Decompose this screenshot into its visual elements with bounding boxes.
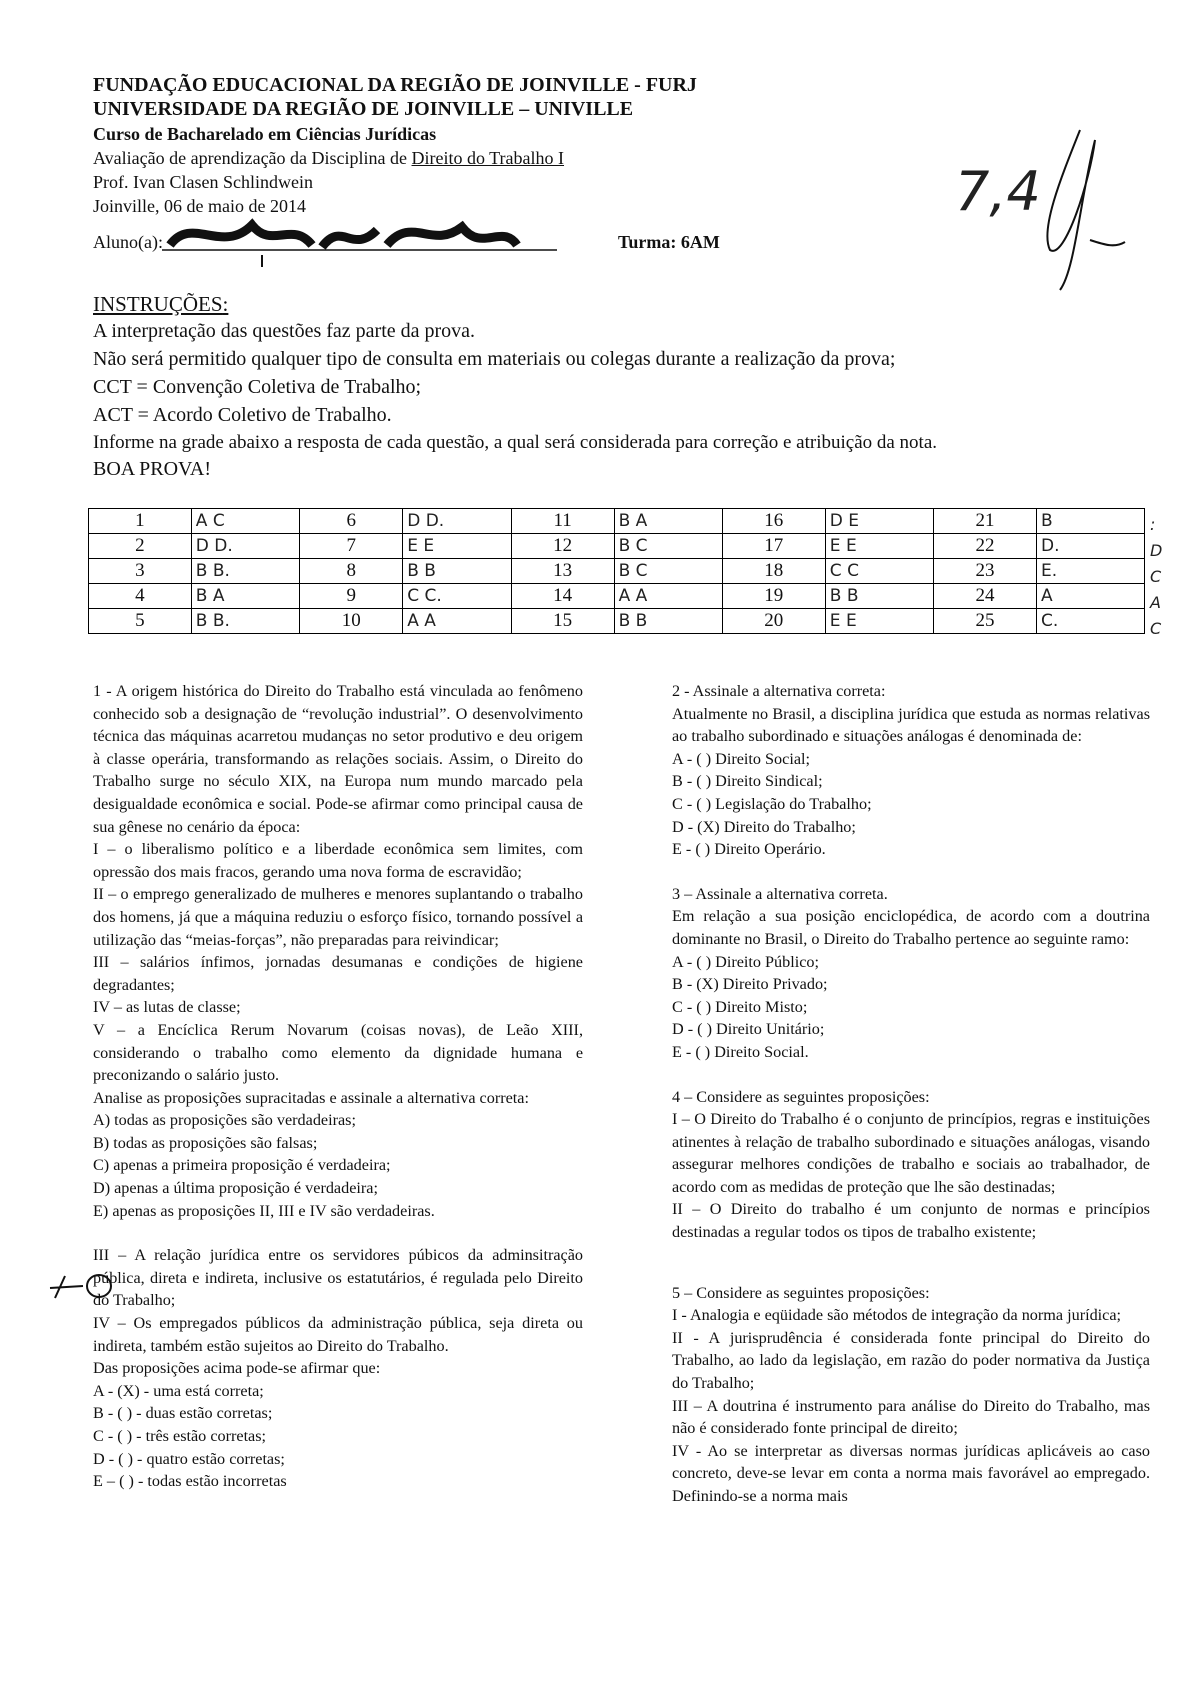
q3-option-e: E - ( ) Direito Social. [672, 1042, 809, 1061]
grid-answer: B B. [191, 609, 299, 634]
side-mark: : [1150, 515, 1156, 534]
grid-answer: C C [825, 559, 933, 584]
answer-grid [88, 508, 1145, 634]
q1-prop-2: II – o emprego generalizado de mulheres e menores suplantando o trabalho dos homens, já que a máquina reduziu o esforço físico, tornando possível a utilização das “meias-forças”, não preparadas para reivindicar; [93, 885, 583, 949]
q4-option-a: A - (X) - uma está correta; [93, 1381, 264, 1400]
grid-number: 4 [89, 584, 192, 609]
grid-number: 19 [722, 584, 825, 609]
instruction-line-4: ACT = Acordo Coletivo de Trabalho. [93, 404, 392, 426]
q1-option-b: B) todas as proposições são falsas; [93, 1133, 318, 1152]
q3-title: 3 – Assinale a alternativa correta. [672, 884, 888, 903]
spacer [672, 861, 1150, 883]
q4-prop-1: I – O Direito do Trabalho é o conjunto de princípios, regras e instituições atinentes à relação de trabalho subordinado e situações análogas, visando assegurar melhores condições de trabalho e sociais ao trabalhador, de acordo com as medidas de proteção que lhe são destinadas; [672, 1110, 1150, 1196]
grid-number: 16 [722, 509, 825, 534]
redacted-name-scribble [162, 205, 562, 275]
q5-prop-1: I - Analogia e eqüidade são métodos de integração da norma jurídica; [672, 1306, 1122, 1325]
q5-prop-4: IV - Ao se interpretar as diversas normas jurídicas aplicáveis ao caso concreto, deve-se levar em conta a norma mais favorável ao empregado. Definindo-se a norma mais [672, 1441, 1150, 1505]
grid-number: 10 [300, 609, 403, 634]
answer-circle-mark [45, 1268, 115, 1308]
q1-prop-3: III – salários ínfimos, jornadas desumanas e condições de higiene degradantes; [93, 953, 583, 994]
student-label: Aluno(a): [93, 232, 163, 252]
q4-title: 4 – Considere as seguintes proposições: [672, 1087, 930, 1106]
q4-prop-2: II – O Direito do trabalho é um conjunto de normas e princípios destinadas a regular todos os tipos de trabalho existente; [672, 1200, 1150, 1242]
grid-number: 25 [933, 609, 1036, 634]
grid-number: 3 [89, 559, 192, 584]
grid-answer: B C [614, 559, 722, 584]
instruction-line-2: Não será permitido qualquer tipo de consulta em materiais ou colegas durante a realização da prova; [93, 348, 896, 370]
q2-option-d: D - (X) Direito do Trabalho; [672, 817, 856, 836]
q2-option-b: B - ( ) Direito Sindical; [672, 772, 823, 791]
q2-body: Atualmente no Brasil, a disciplina jurídica que estuda as normas relativas ao trabalho subordinado e situações análogas é denominada de: [672, 704, 1150, 746]
side-mark: C [1150, 619, 1162, 638]
header-line-2: UNIVERSIDADE DA REGIÃO DE JOINVILLE – UNIVILLE [93, 98, 634, 120]
q4-option-e: E – ( ) - todas estão incorretas [93, 1472, 287, 1491]
instructions-title: INSTRUÇÕES: [93, 292, 229, 316]
side-marks [1150, 512, 1170, 642]
header-line-1: FUNDAÇÃO EDUCACIONAL DA REGIÃO DE JOINVILLE - FURJ [93, 74, 697, 96]
q2-option-a: A - ( ) Direito Social; [672, 749, 811, 768]
evaluation-prefix: Avaliação de aprendização da Disciplina de [93, 148, 412, 168]
side-mark: D [1150, 541, 1163, 560]
grid-number: 21 [933, 509, 1036, 534]
q4-prop-4: IV – Os empregados públicos da administração pública, seja direta ou indireta, também estão sujeitos ao Direito do Trabalho. [93, 1314, 583, 1355]
grid-answer: D. [1037, 534, 1145, 559]
grid-answer: B B. [191, 559, 299, 584]
q5-title: 5 – Considere as seguintes proposições: [672, 1283, 930, 1302]
side-mark: A [1150, 593, 1161, 612]
q1-option-d: D) apenas a última proposição é verdadeira; [93, 1179, 378, 1198]
q1-prompt: Analise as proposições supracitadas e assinale a alternativa correta: [93, 1088, 529, 1107]
spacer [672, 1244, 1150, 1282]
q2-option-c: C - ( ) Legislação do Trabalho; [672, 794, 872, 813]
instruction-line-1: A interpretação das questões faz parte da prova. [93, 320, 476, 342]
q3-option-a: A - ( ) Direito Público; [672, 952, 820, 971]
exam-date: Joinville, 06 de maio de 2014 [93, 196, 306, 216]
right-column [672, 680, 1150, 1508]
q4-option-d: D - ( ) - quatro estão corretas; [93, 1449, 285, 1468]
grid-answer: B B [403, 559, 511, 584]
grid-answer: C. [1037, 609, 1145, 634]
grid-number: 24 [933, 584, 1036, 609]
q1-intro: 1 - A origem histórica do Direito do Trabalho está vinculada ao fenômeno conhecido sob a designação de “revolução industrial”. O desenvolvimento técnica das máquinas acarretou mudanças no setor produtivo e deu origem à classe operária, transformando as relações sociais. Assim, o Direito do Trabalho surge no século XIX, na Europa num mundo marcado pela desigualdade econômica e social. Pode-se afirmar como principal causa de sua gênese no cenário da época: [93, 682, 583, 836]
left-column [93, 680, 583, 1493]
spacer [93, 1222, 583, 1244]
q1-prop-4: IV – as lutas de classe; [93, 998, 241, 1017]
grid-answer: A [1037, 584, 1145, 609]
grid-number: 23 [933, 559, 1036, 584]
q1-option-a: A) todas as proposições são verdadeiras; [93, 1111, 356, 1130]
instruction-line-5: Informe na grade abaixo a resposta de cada questão, a qual será considerada para correção e atribuição da nota. [93, 432, 938, 453]
course-title: Curso de Bacharelado em Ciências Jurídicas [93, 124, 437, 144]
spacer [672, 1064, 1150, 1086]
grid-number: 12 [511, 534, 614, 559]
grid-answer: D D. [403, 509, 511, 534]
grid-row [89, 559, 1145, 584]
q1-prop-1: I – o liberalismo político e a liberdade econômica sem limites, com opressão dos mais fracos, gerando uma nova forma de escravidão; [93, 840, 583, 881]
grid-answer: E E [825, 534, 933, 559]
grid-row [89, 509, 1145, 534]
grid-answer: A C [191, 509, 299, 534]
class-label: Turma: 6AM [618, 232, 720, 252]
grid-answer: D E [825, 509, 933, 534]
grid-number: 6 [300, 509, 403, 534]
q5-prop-2: II - A jurisprudência é considerada fonte principal do Direito do Trabalho, ao lado da legislação, em razão do poder normativa da Justiça do Trabalho; [672, 1328, 1150, 1393]
q4-prompt: Das proposições acima pode-se afirmar que: [93, 1359, 381, 1378]
q3-option-c: C - ( ) Direito Misto; [672, 997, 808, 1016]
grid-number: 20 [722, 609, 825, 634]
grid-number: 17 [722, 534, 825, 559]
grid-answer: E E [825, 609, 933, 634]
q2-title: 2 - Assinale a alternativa correta: [672, 682, 886, 700]
grid-number: 9 [300, 584, 403, 609]
grid-answer: A A [403, 609, 511, 634]
instruction-line-3: CCT = Convenção Coletiva de Trabalho; [93, 376, 422, 398]
grid-answer: C C. [403, 584, 511, 609]
discipline-name: Direito do Trabalho I [411, 148, 565, 168]
grid-number: 22 [933, 534, 1036, 559]
side-mark: C [1150, 567, 1162, 586]
q1-option-e: E) apenas as proposições II, III e IV são verdadeiras. [93, 1201, 435, 1220]
evaluation-line [93, 148, 564, 169]
q3-option-b: B - (X) Direito Privado; [672, 975, 828, 994]
q4-prop-3: III – A relação jurídica entre os servidores púbicos da adminsitração pública, direta e indireta, inclusive os estatutários, é regulada pelo Direito do Trabalho; [93, 1246, 583, 1310]
grid-number: 15 [511, 609, 614, 634]
grid-number: 2 [89, 534, 192, 559]
q1-prop-5: V – a Encíclica Rerum Novarum (coisas novas), de Leão XIII, considerando o trabalho como elemento da dignidade humana e preconizando o salário justo. [93, 1020, 583, 1085]
teacher-signature [1020, 120, 1130, 300]
instructions-title-text: INSTRUÇÕES [93, 292, 223, 316]
q1-option-c: C) apenas a primeira proposição é verdadeira; [93, 1156, 391, 1175]
q3-option-d: D - ( ) Direito Unitário; [672, 1020, 825, 1039]
professor: Prof. Ivan Clasen Schlindwein [93, 172, 313, 192]
grid-number: 11 [511, 509, 614, 534]
q4-option-c: C - ( ) - três estão corretas; [93, 1427, 267, 1445]
grade-mark: 7,4 [955, 160, 1041, 223]
grid-answer: A A [614, 584, 722, 609]
grid-number: 7 [300, 534, 403, 559]
grid-answer: B B [825, 584, 933, 609]
grid-number: 18 [722, 559, 825, 584]
grid-answer: B A [191, 584, 299, 609]
q3-body: Em relação a sua posição enciclopédica, de acordo com a doutrina dominante no Brasil, o Direito do Trabalho pertence ao seguinte ramo: [672, 907, 1150, 948]
grid-number: 8 [300, 559, 403, 584]
grid-number: 14 [511, 584, 614, 609]
grid-number: 1 [89, 509, 192, 534]
grid-answer: E. [1037, 559, 1145, 584]
grid-number: 13 [511, 559, 614, 584]
grid-row [89, 534, 1145, 559]
grid-answer: B C [614, 534, 722, 559]
instruction-line-6: BOA PROVA! [93, 458, 211, 480]
grid-row [89, 584, 1145, 609]
grid-answer: E E [403, 534, 511, 559]
grid-number: 5 [89, 609, 192, 634]
grid-answer: D D. [191, 534, 299, 559]
grid-row [89, 609, 1145, 634]
grid-answer: B [1037, 509, 1145, 534]
q4-option-b: B - ( ) - duas estão corretas; [93, 1404, 273, 1423]
q5-prop-3: III – A doutrina é instrumento para análise do Direito do Trabalho, mas não é considerado fonte principal de direito; [672, 1396, 1150, 1438]
grid-answer: B A [614, 509, 722, 534]
grid-answer: B B [614, 609, 722, 634]
q2-option-e: E - ( ) Direito Operário. [672, 840, 826, 859]
